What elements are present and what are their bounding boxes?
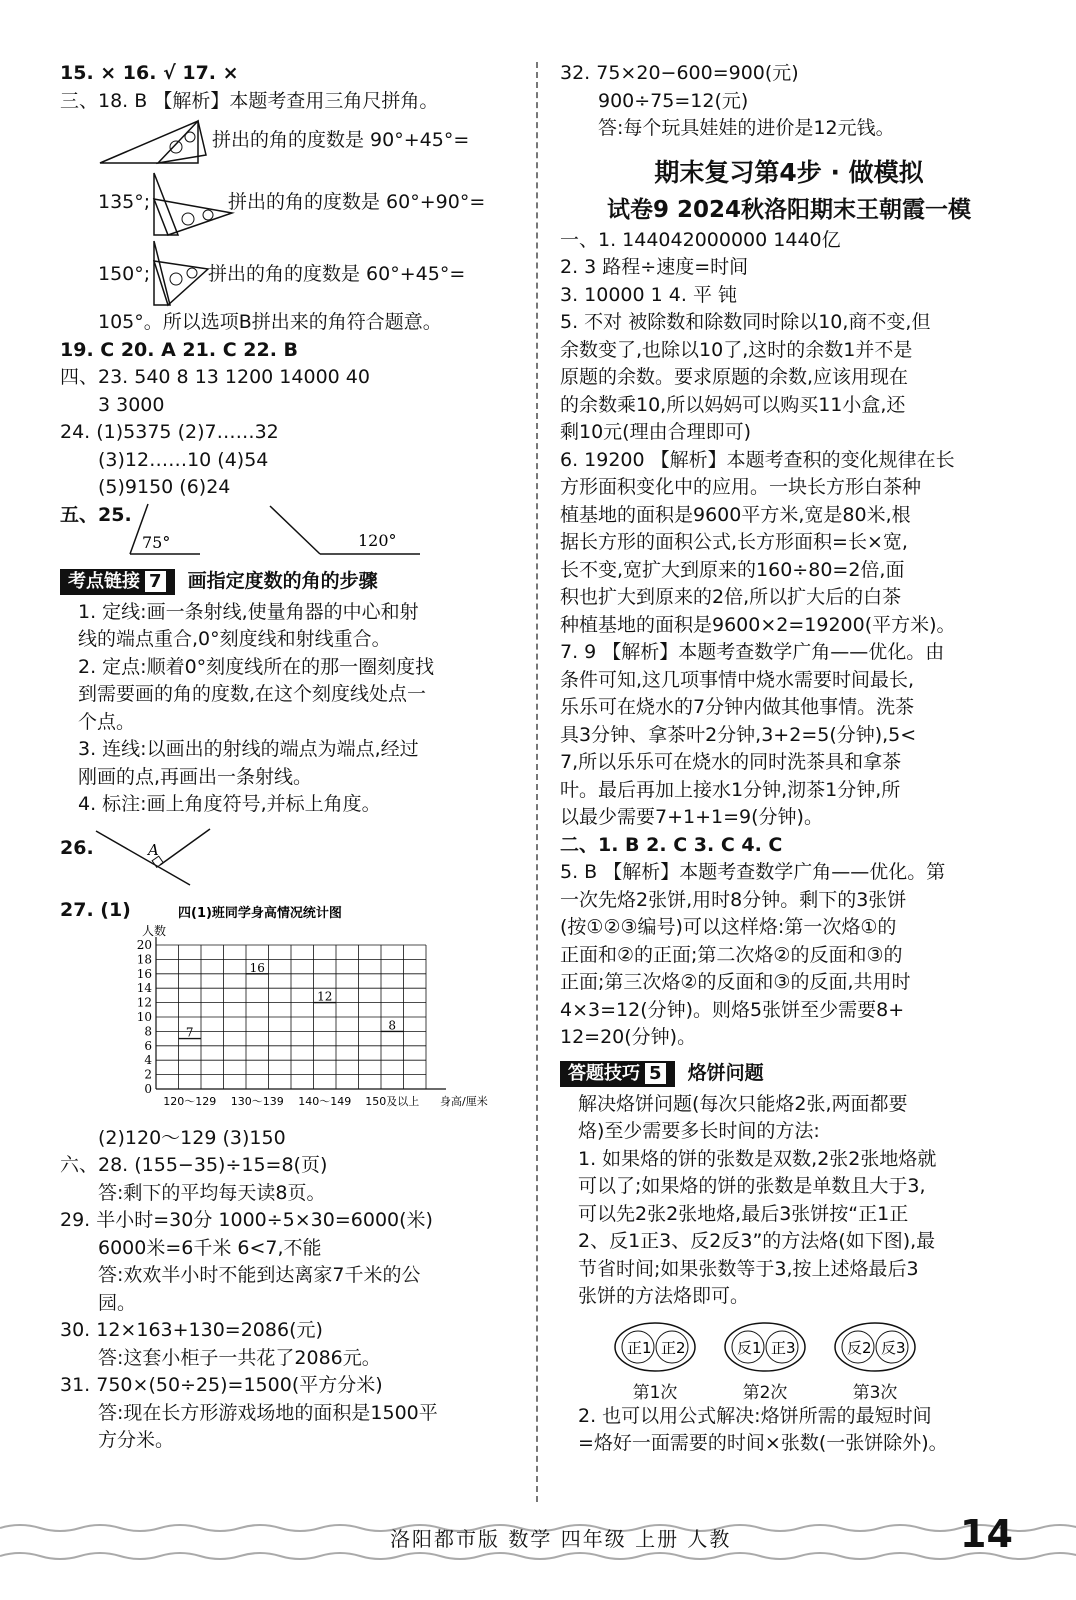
chart-ytick: 14 xyxy=(136,980,152,995)
chart-ytick: 6 xyxy=(144,1038,152,1053)
pancake-pan-icon xyxy=(832,1321,918,1373)
chart-data-label: 16 xyxy=(249,960,265,975)
right-column xyxy=(560,60,1018,1458)
chart-xtick: 120～129 xyxy=(163,1094,217,1108)
answer-23: 四、23. 540 8 13 1200 14000 40 xyxy=(60,366,370,388)
test-title: 试卷9 2024秋洛阳期末王朝霞一模 xyxy=(606,196,972,223)
step-3a: 3. 连线:以画出的射线的端点为端点,经过 xyxy=(78,738,419,760)
pancake-label: 反2 xyxy=(847,1338,872,1357)
figure-2-text: 拼出的角的度数是 60°+90°= xyxy=(228,191,486,213)
tip-line-8: 张饼的方法烙即可。 xyxy=(578,1285,750,1307)
answer-18-conclusion: 105°。所以选项B拼出来的角符合题意。 xyxy=(98,311,442,333)
triangle-figure-3 xyxy=(60,239,508,309)
pancake-step-1 xyxy=(612,1321,698,1403)
r-line-24: 5. B 【解析】本题考查数学广角——优化。第 xyxy=(560,861,946,883)
pancake-caption: 第2次 xyxy=(742,1382,788,1403)
chart-ytick: 20 xyxy=(136,937,152,952)
answer-27-label: 27. (1) xyxy=(60,898,131,921)
r-line-19: 具3分钟、拿茶叶2分钟,3+2=5(分钟),5< xyxy=(560,723,917,746)
set-square-figure-icon xyxy=(98,115,208,169)
answer-24-b: (3)12……10 (4)54 xyxy=(98,448,269,471)
pancake-label: 正2 xyxy=(661,1338,686,1357)
r-line-30: 12=20(分钟)。 xyxy=(560,1026,697,1048)
step-2a: 2. 定点:顺着0°刻度线所在的那一圈刻度找 xyxy=(78,655,435,678)
r-line-26: (按①②③编号)可以这样烙:第一次烙①的 xyxy=(560,916,897,938)
chart-xtick: 140～149 xyxy=(298,1094,352,1108)
answer-29-d: 园。 xyxy=(98,1291,137,1314)
tip-line-10: =烙好一面需要的时间×张数(一张饼除外)。 xyxy=(578,1432,948,1454)
pancake-step-2 xyxy=(722,1321,808,1403)
tip-title: 画指定度数的角的步骤 xyxy=(187,569,378,592)
step-2c: 个点。 xyxy=(78,710,136,733)
chart-title: 四(1)班同学身高情况统计图 xyxy=(178,905,342,921)
r-line-4: 5. 不对 被除数和除数同时除以10,商不变,但 xyxy=(560,311,931,333)
chart-data-label: 8 xyxy=(388,1017,397,1032)
chart-xtick: 130～139 xyxy=(230,1094,284,1108)
r-line-15: 种植基地的面积是9600×2=19200(平方米)。 xyxy=(560,613,956,636)
chart-ytick: 0 xyxy=(144,1081,152,1096)
section-heading: 期末复习第4步 · 做模拟 xyxy=(654,157,924,187)
set-square-figure-icon xyxy=(148,169,238,239)
pancake-label: 正3 xyxy=(771,1338,796,1357)
tip-badge-2: 答题技巧 5 xyxy=(560,1061,675,1087)
chart-ytick: 12 xyxy=(136,995,152,1010)
page-number: 14 xyxy=(960,1512,1013,1556)
chart-xlabel: 身高/厘米 xyxy=(440,1094,488,1108)
figure-1-text: 拼出的角的度数是 90°+45°= xyxy=(212,129,470,151)
step-1a: 1. 定线:画一条射线,使量角器的中心和射 xyxy=(78,600,419,623)
chart-ytick: 2 xyxy=(144,1067,152,1082)
r-line-17: 条件可知,这几项事情中烧水需要时间最长, xyxy=(560,668,915,691)
r-line-10: 方形面积变化中的应用。一块长方形白茶种 xyxy=(560,476,922,498)
answer-30-b: 答:这套小柜子一共花了2086元。 xyxy=(98,1346,381,1369)
chart-data-label: 7 xyxy=(185,1025,194,1040)
answer-27-b: (2)120～129 (3)150 xyxy=(98,1126,286,1149)
answer-26-label: 26. xyxy=(60,836,94,859)
pancake-label: 反3 xyxy=(881,1338,906,1357)
answer-27 xyxy=(60,895,508,1125)
r-line-23: 二、1. B 2. C 3. C 4. C xyxy=(560,833,783,856)
pancake-pan-icon xyxy=(612,1321,698,1373)
r-line-3: 3. 10000 1 4. 平 钝 xyxy=(560,283,737,306)
figure-3-text: 拼出的角的度数是 60°+45°= xyxy=(208,263,466,285)
figure-3-prefix: 150°; xyxy=(98,263,151,285)
tip-line-3: 1. 如果烙的饼的张数是双数,2张2张地烙就 xyxy=(578,1147,937,1170)
answer-31-c: 方分米。 xyxy=(98,1429,175,1451)
answer-29-b: 6000米=6千米 6<7,不能 xyxy=(98,1236,322,1259)
pancake-step-3 xyxy=(832,1321,918,1403)
chart-data-label: 12 xyxy=(317,989,333,1004)
r-line-16: 7. 9 【解析】本题考查数学广角——优化。由 xyxy=(560,641,945,663)
pancake-caption: 第1次 xyxy=(632,1382,678,1403)
chart-ytick: 4 xyxy=(144,1052,152,1067)
figure-2-prefix: 135°; xyxy=(98,191,151,213)
answer-29-c: 答:欢欢半小时不能到达离家7千米的公 xyxy=(98,1264,421,1286)
step-4: 4. 标注:画上角度符号,并标上角度。 xyxy=(78,793,381,815)
chart-ytick: 16 xyxy=(136,966,152,981)
r-line-22: 以最少需要7+1+1=9(分钟)。 xyxy=(560,806,823,828)
answer-30: 30. 12×163+130=2086(元) xyxy=(60,1319,323,1341)
angle-label-75: 75° xyxy=(142,532,171,552)
tip-line-9: 2. 也可以用公式解决:烙饼所需的最短时间 xyxy=(578,1404,932,1427)
answer-32-c: 答:每个玩具娃娃的进价是12元钱。 xyxy=(598,117,895,139)
r-line-12: 据长方形的面积公式,长方形面积=长×宽, xyxy=(560,531,908,553)
answer-24-c: (5)9150 (6)24 xyxy=(98,476,231,498)
answer-25 xyxy=(60,502,508,560)
answer-32: 32. 75×20−600=900(元) xyxy=(560,62,799,84)
r-line-28: 正面;第三次烙②的反面和③的反面,共用时 xyxy=(560,971,911,993)
r-line-25: 一次先烙2张饼,用时8分钟。剩下的3张饼 xyxy=(560,888,907,911)
step-2b: 到需要画的角的度数,在这个刻度线处点一 xyxy=(78,683,427,705)
r-line-27: 正面和②的正面;第二次烙②的反面和③的 xyxy=(560,943,903,966)
footer-text: 洛阳都市版 数学 四年级 上册 人教 xyxy=(390,1527,732,1551)
pancake-label: 正1 xyxy=(627,1338,652,1357)
r-line-21: 叶。最后再加上接水1分钟,沏茶1分钟,所 xyxy=(560,778,901,801)
pancake-caption: 第3次 xyxy=(852,1382,898,1403)
answer-18: 三、18. B 【解析】本题考查用三角尺拼角。 xyxy=(60,89,439,112)
tip-box-header-2 xyxy=(560,1058,1018,1087)
chart-ytick: 8 xyxy=(144,1023,152,1038)
r-line-29: 4×3=12(分钟)。则烙5张饼至少需要8+ xyxy=(560,998,905,1021)
r-line-8: 剩10元(理由合理即可) xyxy=(560,421,752,443)
r-line-11: 植基地的面积是9600平方米,宽是80米,根 xyxy=(560,503,911,526)
answer-28: 六、28. (155−35)÷15=8(页) xyxy=(60,1154,328,1176)
triangle-figure-2 xyxy=(60,169,508,239)
point-a-label: A xyxy=(148,840,159,859)
answer-15-17: 15. × 16. √ 17. × xyxy=(60,62,239,84)
column-divider xyxy=(536,62,538,1502)
r-line-18: 乐乐可在烧水的7分钟内做其他事情。洗茶 xyxy=(560,696,915,718)
answer-31: 31. 750×(50÷25)=1500(平方分米) xyxy=(60,1374,383,1396)
tip-line-2: 烙)至少需要多长时间的方法: xyxy=(578,1120,820,1142)
r-line-5: 余数变了,也除以10了,这时的余数1并不是 xyxy=(560,338,913,361)
answer-19-22: 19. C 20. A 21. C 22. B xyxy=(60,338,299,361)
chart-xtick: 150及以上 xyxy=(365,1094,420,1108)
step-3b: 刚画的点,再画出一条射线。 xyxy=(78,765,313,788)
angle-label-120: 120° xyxy=(358,530,397,550)
left-column xyxy=(60,60,508,1455)
r-line-20: 7,所以乐乐可在烧水的同时洗茶具和拿茶 xyxy=(560,751,902,773)
answer-31-b: 答:现在长方形游戏场地的面积是1500平 xyxy=(98,1401,438,1424)
step-1b: 线的端点重合,0°刻度线和射线重合。 xyxy=(78,628,391,650)
height-bar-chart xyxy=(60,895,500,1125)
tip-line-1: 解决烙饼问题(每次只能烙2张,两面都要 xyxy=(578,1092,908,1115)
r-line-2: 2. 3 路程÷速度=时间 xyxy=(560,256,749,278)
tip-badge: 考点链接 7 xyxy=(60,569,175,595)
answer-26 xyxy=(60,825,508,895)
tip-line-6: 2、反1正3、反2反3”的方法烙(如下图),最 xyxy=(578,1230,936,1252)
pancake-label: 反1 xyxy=(737,1338,762,1357)
answer-29: 29. 半小时=30分 1000÷5×30=6000(米) xyxy=(60,1209,433,1231)
r-line-13: 长不变,宽扩大到原来的160÷80=2倍,面 xyxy=(560,558,905,581)
r-line-14: 积也扩大到原来的2倍,所以扩大后的白茶 xyxy=(560,586,902,608)
answer-24: 24. (1)5375 (2)7……32 xyxy=(60,421,279,443)
r-line-9: 6. 19200 【解析】本题考查积的变化规律在长 xyxy=(560,448,955,471)
r-line-6: 原题的余数。要求原题的余数,应该用现在 xyxy=(560,366,909,388)
tip-title-2: 烙饼问题 xyxy=(687,1061,764,1084)
answer-25-label: 五、25. xyxy=(60,503,132,526)
tip-line-4: 可以了;如果烙的饼的张数是单数且大于3, xyxy=(578,1175,926,1197)
tip-line-5: 可以先2张2张地烙,最后3张饼按“正1正 xyxy=(578,1202,909,1225)
chart-ytick: 10 xyxy=(136,1009,152,1024)
tip-box-header xyxy=(60,566,508,595)
r-line-7: 的余数乘10,所以妈妈可以购买11小盒,还 xyxy=(560,393,906,416)
pancake-pan-icon xyxy=(722,1321,808,1373)
chart-ytick: 18 xyxy=(136,951,152,966)
answer-32-b: 900÷75=12(元) xyxy=(598,89,749,112)
perpendicular-figure xyxy=(90,825,270,895)
answer-28-b: 答:剩下的平均每天读8页。 xyxy=(98,1181,326,1204)
pancake-diagram xyxy=(600,1321,930,1403)
r-line-1: 一、1. 144042000000 1440亿 xyxy=(560,228,841,251)
chart-ylabel: 人数 xyxy=(142,923,167,938)
angle-drawings xyxy=(120,502,480,560)
triangle-figure-1 xyxy=(60,115,508,169)
answer-23-cont: 3 3000 xyxy=(98,393,165,416)
tip-line-7: 节省时间;如果张数等于3,按上述烙最后3 xyxy=(578,1257,919,1280)
